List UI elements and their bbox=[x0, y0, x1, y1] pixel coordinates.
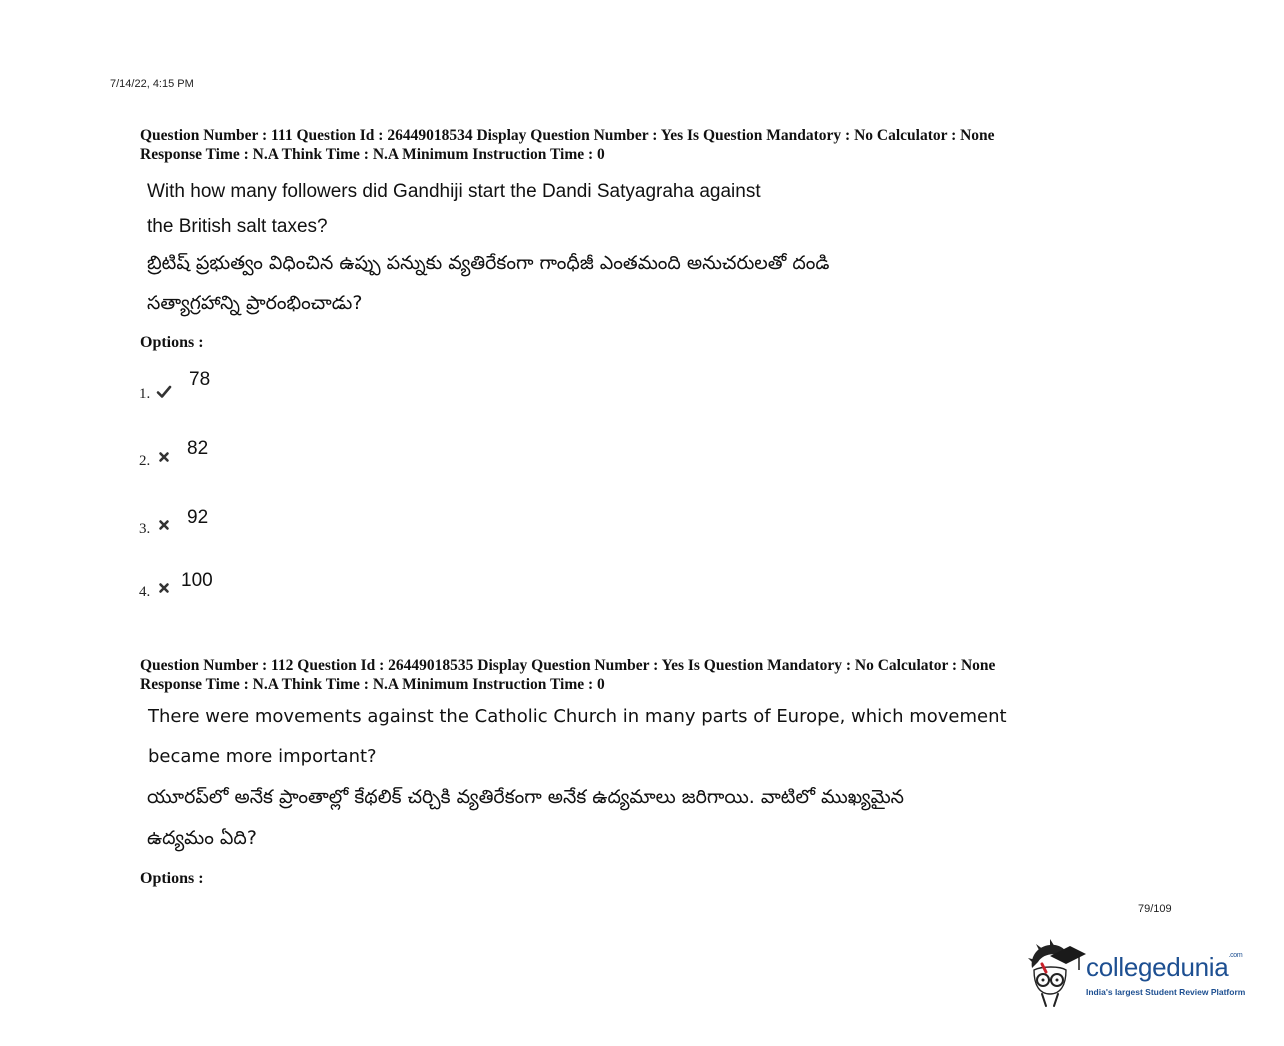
option-1-value: 78 bbox=[189, 369, 211, 390]
option-2-number: 2. bbox=[139, 453, 151, 469]
option-3-value: 92 bbox=[187, 507, 209, 528]
option-3-number: 3. bbox=[139, 521, 151, 537]
question-111-meta-line1: Question Number : 111 Question Id : 26449018534 Display Question Number : Yes Is Question Mandatory : No Calculator : None bbox=[140, 127, 995, 144]
question-112-text-en-line2: became more important? bbox=[148, 746, 377, 767]
question-112-text-te-line2: ఉద్యమం ఏది? bbox=[147, 827, 257, 849]
logo-name-text: collegedunia bbox=[1086, 952, 1229, 982]
cross-icon bbox=[158, 451, 170, 463]
mascot-logo-icon bbox=[1024, 938, 1086, 1008]
option-4-value: 100 bbox=[181, 570, 213, 591]
option-2-value: 82 bbox=[187, 438, 209, 459]
cross-icon bbox=[158, 519, 170, 531]
logo-tagline: India's largest Student Review Platform bbox=[1086, 987, 1246, 997]
logo-superscript: .com bbox=[1228, 952, 1243, 959]
question-112-meta-line1: Question Number : 112 Question Id : 26449018535 Display Question Number : Yes Is Question Mandatory : No Calculator : None bbox=[140, 657, 996, 674]
option-4-number: 4. bbox=[139, 584, 151, 600]
question-112-options-label: Options : bbox=[140, 870, 204, 887]
question-111-text-te-line2: సత్యాగ్రహాన్ని ప్రారంభించాడు? bbox=[147, 292, 363, 314]
cross-icon bbox=[158, 582, 170, 594]
question-111-text-en-line1: With how many followers did Gandhiji start the Dandi Satyagraha against bbox=[147, 181, 761, 202]
question-112-text-te-line1: యూరప్‌లో అనేక ప్రాంతాల్లో కేథలిక్ చర్చికి వ్యతిరేకంగా అనేక ఉద్యమాలు జరిగాయి. వాటిలో ముఖ్యమైన bbox=[147, 786, 905, 808]
question-111-text-en-line2: the British salt taxes? bbox=[147, 216, 328, 237]
option-1-number: 1. bbox=[139, 386, 151, 402]
question-111-options-label: Options : bbox=[140, 334, 204, 351]
question-112-text-en-line1: There were movements against the Catholic Church in many parts of Europe, which movement bbox=[148, 706, 1007, 727]
collegedunia-logo bbox=[1024, 938, 1254, 1008]
question-111-text-te-line1: బ్రిటిష్ ప్రభుత్వం విధించిన ఉప్పు పన్నుకు వ్యతిరేకంగా గాంధీజీ ఎంతమంది అనుచరులతో దండి bbox=[147, 252, 830, 274]
question-111-meta-line2: Response Time : N.A Think Time : N.A Minimum Instruction Time : 0 bbox=[140, 146, 605, 163]
logo-wordmark bbox=[1086, 952, 1242, 983]
question-112-meta-line2: Response Time : N.A Think Time : N.A Minimum Instruction Time : 0 bbox=[140, 676, 605, 693]
page-number: 79/109 bbox=[1138, 903, 1172, 915]
checkmark-icon bbox=[156, 384, 172, 400]
print-timestamp: 7/14/22, 4:15 PM bbox=[110, 78, 194, 90]
